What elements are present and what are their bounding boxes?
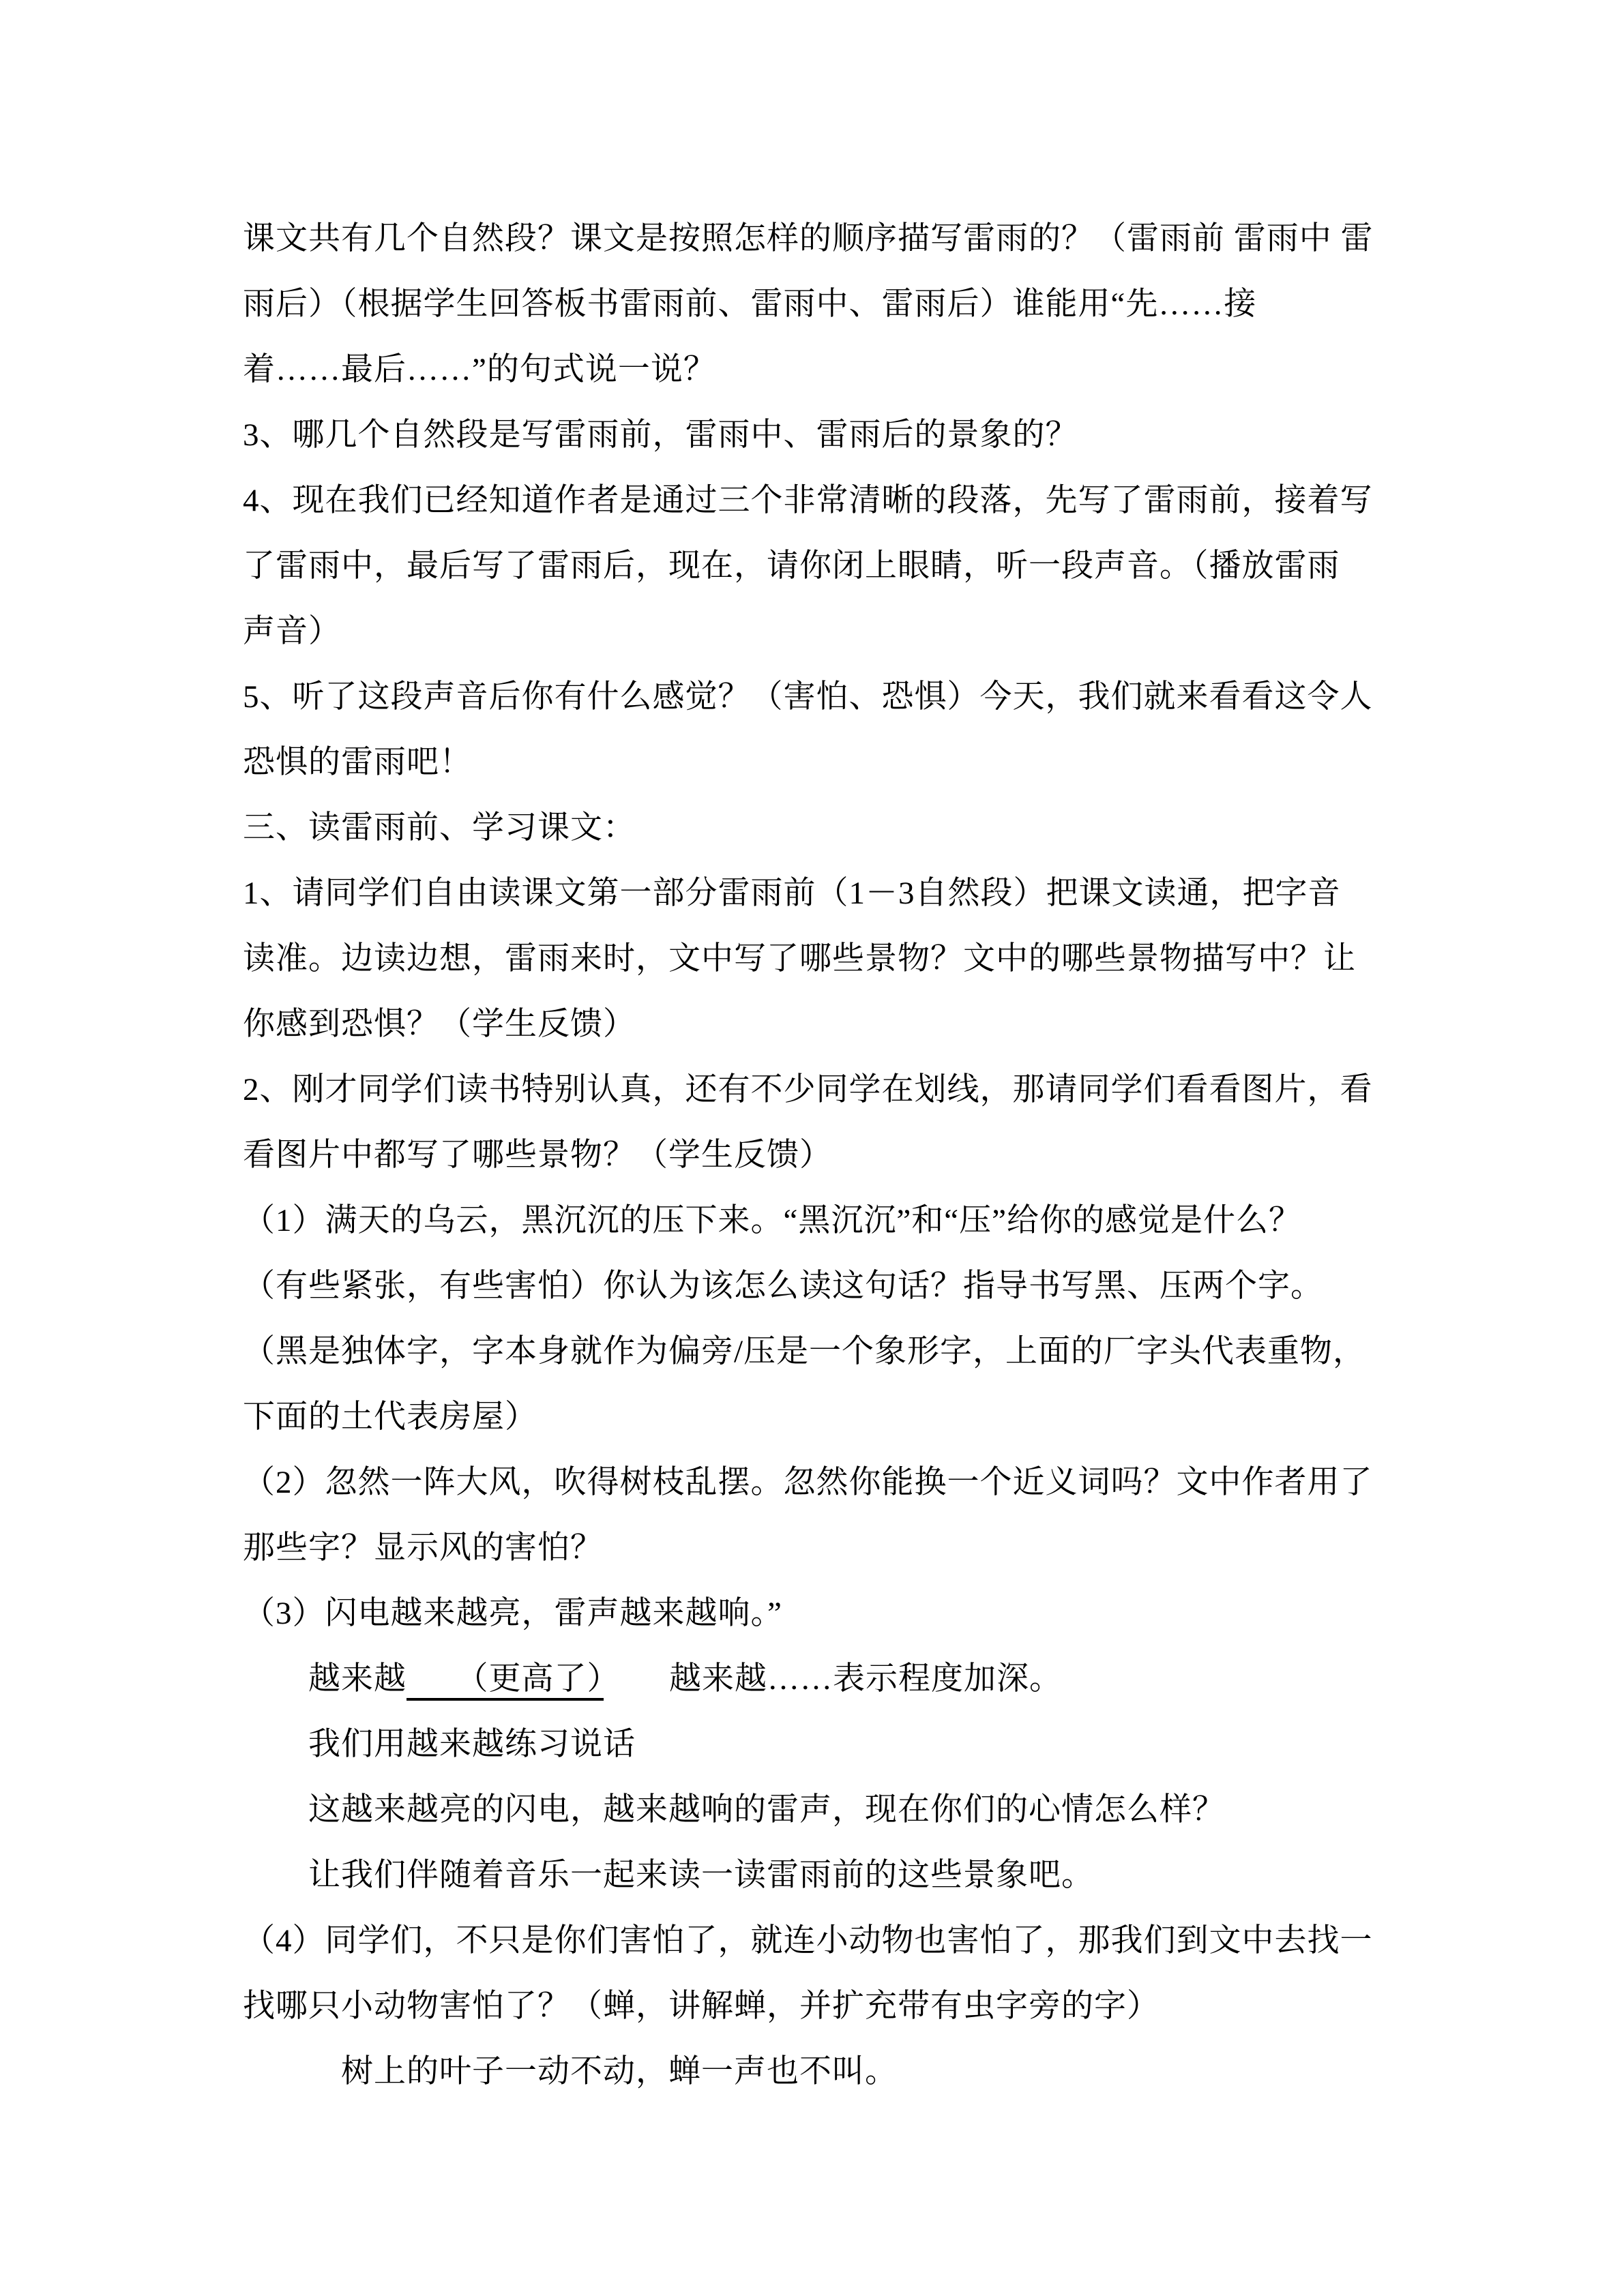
text-line: 1、请同学们自由读课文第一部分雷雨前（1－3自然段）把课文读通，把字音: [243, 876, 1341, 911]
text-line: 让我们伴随着音乐一起来读一读雷雨前的这些景象吧。: [308, 1858, 1094, 1893]
lesson-plan-text: [243, 206, 1389, 2104]
text-line: 你感到恐惧？（学生反馈）: [243, 1007, 636, 1042]
text-line: 课文共有几个自然段？课文是按照怎样的顺序描写雷雨的？（雷雨前 雷雨中 雷: [243, 221, 1374, 256]
fill-in-blank-suffix: 越来越……表示程度加深。: [604, 1661, 1062, 1697]
text-line: 这越来越亮的闪电，越来越响的雷声，现在你们的心情怎么样？: [308, 1792, 1225, 1828]
text-line: 2、刚才同学们读书特别认真，还有不少同学在划线，那请同学们看看图片，看: [243, 1072, 1373, 1107]
text-line: 我们用越来越练习说话: [308, 1727, 636, 1762]
text-line: 读准。边读边想，雷雨来时，文中写了哪些景物？文中的哪些景物描写中？让: [243, 941, 1356, 976]
text-line: （4）同学们，不只是你们害怕了，就连小动物也害怕了，那我们到文中去找一: [243, 1923, 1373, 1958]
text-line: 4、现在我们已经知道作者是通过三个非常清晰的段落，先写了雷雨前，接着写: [243, 483, 1373, 518]
fill-in-blank-underline: （更高了）: [407, 1661, 604, 1701]
fill-in-blank-line: [243, 1646, 1389, 1712]
text-line: （1）满天的乌云，黑沉沉的压下来。“黑沉沉”和“压”给你的感觉是什么？: [243, 1203, 1301, 1238]
text-line: 了雷雨中，最后写了雷雨后，现在，请你闭上眼睛，听一段声音。（播放雷雨: [243, 548, 1340, 584]
text-line: 找哪只小动物害怕了？（蝉，讲解蝉，并扩充带有虫字旁的字）: [243, 1988, 1160, 2024]
text-line: 下面的土代表房屋）: [243, 1399, 537, 1435]
text-line: 树上的叶子一动不动，蝉一声也不叫。: [341, 2054, 898, 2089]
text-line: 看图片中都写了哪些景物？（学生反馈）: [243, 1137, 832, 1173]
text-line: 那些字？显示风的害怕？: [243, 1530, 603, 1566]
text-line: （有些紧张，有些害怕）你认为该怎么读这句话？指导书写黑、压两个字。: [243, 1268, 1323, 1304]
text-line: 三、读雷雨前、学习课文：: [243, 810, 636, 846]
text-line: 3、哪几个自然段是写雷雨前，雷雨中、雷雨后的景象的？: [243, 417, 1078, 453]
text-line: 5、听了这段声音后你有什么感觉？（害怕、恐惧）今天，我们就来看看这令人: [243, 679, 1373, 715]
text-line: 恐惧的雷雨吧！: [243, 745, 472, 780]
text-line: （3）闪电越来越亮，雷声越来越响。”: [243, 1596, 782, 1631]
text-line: （2）忽然一阵大风，吹得树枝乱摆。忽然你能换一个近义词吗？文中作者用了: [243, 1465, 1373, 1500]
fill-in-blank-prefix: 越来越: [308, 1661, 407, 1697]
text-line: 着……最后……”的句式说一说？: [243, 352, 716, 387]
text-line: （黑是独体字，字本身就作为偏旁/压是一个象形字，上面的厂字头代表重物，: [243, 1334, 1366, 1369]
text-line: 雨后）（根据学生回答板书雷雨前、雷雨中、雷雨后）谁能用“先……接: [243, 286, 1257, 322]
text-line: 声音）: [243, 614, 341, 649]
